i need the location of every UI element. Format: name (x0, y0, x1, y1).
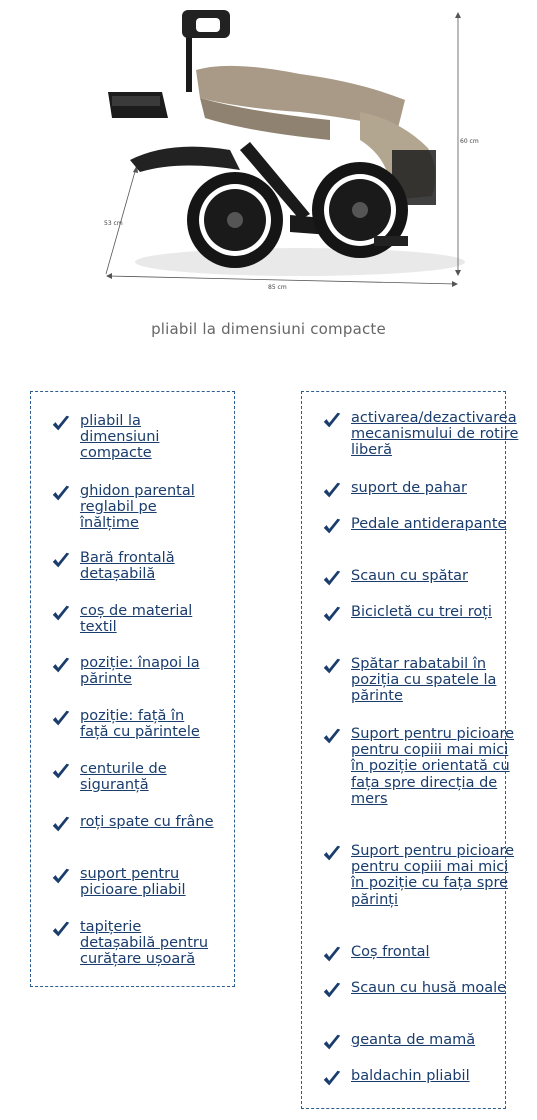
check-icon (321, 944, 343, 966)
feature-item (31, 413, 216, 462)
check-icon (50, 814, 72, 836)
height-dimension-label: 60 cm (460, 138, 479, 145)
folded-tricycle-illustration (0, 0, 537, 300)
width-dimension-label: 85 cm (268, 284, 287, 291)
feature-link[interactable]: poziție: față în față cu părintele (80, 708, 200, 741)
feature-item (31, 550, 216, 582)
feature-list-left (30, 391, 235, 987)
feature-item (302, 1032, 526, 1054)
feature-item (31, 483, 216, 532)
feature-item (302, 980, 526, 1002)
feature-item (302, 410, 526, 459)
feature-link[interactable]: suport pentru picioare pliabil (80, 866, 186, 899)
check-icon (50, 413, 72, 435)
feature-link[interactable]: geanta de mamă (351, 1032, 476, 1048)
feature-link[interactable]: Spătar rabatabil în poziția cu spatele la părinte (351, 656, 497, 705)
feature-link[interactable]: activarea/dezactivarea mecanismului de rotire liberă (351, 410, 519, 459)
check-icon (50, 866, 72, 888)
check-icon (50, 655, 72, 677)
check-icon (50, 708, 72, 730)
feature-item (31, 603, 216, 635)
feature-link[interactable]: Bicicletă cu trei roți (351, 604, 492, 620)
feature-item (31, 919, 216, 968)
feature-item (302, 516, 526, 538)
feature-link[interactable]: Bară frontală detașabilă (80, 550, 175, 583)
check-icon (321, 980, 343, 1002)
check-icon (321, 843, 343, 865)
check-icon (321, 516, 343, 538)
feature-item (302, 1068, 526, 1090)
check-icon (321, 480, 343, 502)
check-icon (50, 483, 72, 505)
feature-link[interactable]: roți spate cu frâne (80, 814, 214, 830)
feature-link[interactable]: Coș frontal (351, 944, 430, 960)
depth-dimension-label: 53 cm (104, 220, 123, 227)
feature-item (31, 708, 216, 740)
feature-item (31, 866, 216, 898)
feature-link[interactable]: Pedale antiderapante (351, 516, 507, 532)
image-caption: pliabil la dimensiuni compacte (151, 320, 386, 338)
feature-link[interactable]: poziție: înapoi la părinte (80, 655, 200, 688)
feature-item (302, 568, 526, 590)
feature-item (31, 814, 216, 836)
feature-item (302, 480, 526, 502)
check-icon (50, 919, 72, 941)
check-icon (321, 604, 343, 626)
feature-item (302, 944, 526, 966)
feature-link[interactable]: baldachin pliabil (351, 1068, 470, 1084)
feature-link[interactable]: suport de pahar (351, 480, 467, 496)
product-image (0, 0, 537, 300)
feature-item (31, 655, 216, 687)
feature-link[interactable]: centurile de siguranță (80, 761, 167, 794)
feature-link[interactable]: ghidon parental reglabil pe înălțime (80, 483, 195, 532)
feature-link[interactable]: pliabil la dimensiuni compacte (80, 413, 160, 462)
feature-item (302, 843, 526, 908)
check-icon (50, 603, 72, 625)
check-icon (321, 1068, 343, 1090)
check-icon (321, 726, 343, 748)
feature-link[interactable]: Scaun cu spătar (351, 568, 468, 584)
feature-item (302, 656, 526, 705)
feature-item (302, 726, 526, 807)
feature-link[interactable]: Suport pentru picioare pentru copiii mai mici în poziție orientată cu fața spre direcția de mers (351, 726, 515, 807)
feature-item (31, 761, 216, 793)
check-icon (321, 568, 343, 590)
check-icon (50, 761, 72, 783)
feature-item (302, 604, 526, 626)
feature-link[interactable]: tapițerie detașabilă pentru curățare ușoară (80, 919, 209, 968)
feature-link[interactable]: Scaun cu husă moale (351, 980, 507, 996)
check-icon (321, 1032, 343, 1054)
feature-link[interactable]: coș de material textil (80, 603, 193, 636)
check-icon (321, 410, 343, 432)
check-icon (321, 656, 343, 678)
check-icon (50, 550, 72, 572)
feature-list-right (301, 391, 519, 1109)
feature-link[interactable]: Suport pentru picioare pentru copiii mai mici în poziție cu fața spre părinți (351, 843, 515, 908)
